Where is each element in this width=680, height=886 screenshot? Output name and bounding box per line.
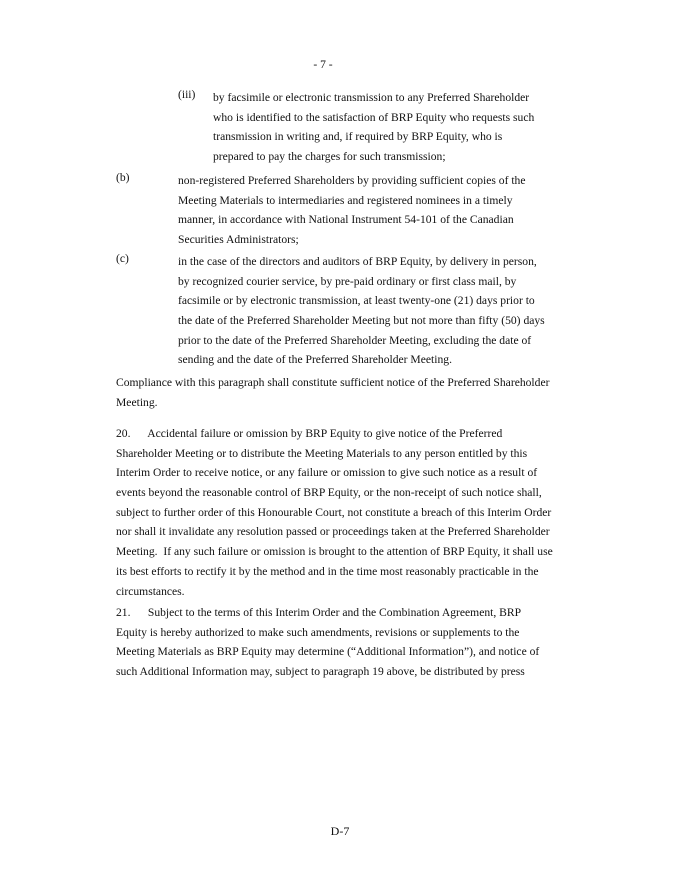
list-label-b: (b): [116, 171, 130, 184]
text-line: by recognized courier service, by pre-paid ordinary or first class mail, by: [178, 274, 517, 288]
text-line: in the case of the directors and auditors of BRP Equity, by delivery in person,: [178, 255, 537, 268]
text-line: who is identified to the satisfaction of BRP Equity who requests such: [213, 110, 535, 124]
text-line: transmission in writing and, if required by BRP Equity, who is: [213, 130, 503, 144]
text-line: Meeting. If any such failure or omission is brought to the attention of BRP Equity, it shall use: [116, 545, 553, 559]
list-text-b: [178, 171, 526, 250]
text-line: facsimile or by electronic transmission, at least twenty-one (21) days prior to: [178, 294, 535, 308]
text-line: Shareholder Meeting or to distribute the Meeting Materials to any person entitled by this: [116, 446, 528, 460]
text-line: Meeting.: [116, 395, 158, 409]
list-text-iii: [213, 88, 534, 167]
paragraph-20: [116, 424, 553, 601]
text-line: prepared to pay the charges for such transmission;: [213, 150, 446, 164]
list-label-c: (c): [116, 252, 129, 265]
text-line: prior to the date of the Preferred Shareholder Meeting, excluding the date of: [178, 333, 532, 347]
text-line: Securities Administrators;: [178, 233, 299, 247]
text-line: Meeting Materials as BRP Equity may determine (“Additional Information”), and notice of: [116, 645, 540, 659]
list-text-c: [178, 252, 545, 370]
text-line: Compliance with this paragraph shall constitute sufficient notice of the Preferred Shareholder: [116, 376, 550, 389]
footer-page-label: D-7: [330, 824, 350, 838]
list-label-iii: (iii): [178, 88, 196, 101]
text-line: Interim Order to receive notice, or any failure or omission to give such notice as a result of: [116, 466, 538, 480]
text-line: manner, in accordance with National Instrument 54-101 of the Canadian: [178, 213, 514, 227]
text-line: Equity is hereby authorized to make such amendments, revisions or supplements to the: [116, 625, 520, 639]
page-number: - 7 -: [313, 58, 333, 71]
text-line: sending and the date of the Preferred Shareholder Meeting.: [178, 353, 452, 367]
text-line: Meeting Materials to intermediaries and registered nominees in a timely: [178, 193, 513, 207]
text-line: non-registered Preferred Shareholders by providing sufficient copies of the: [178, 174, 526, 187]
text-line: circumstances.: [116, 584, 185, 598]
text-line: 20. Accidental failure or omission by BRP Equity to give notice of the Preferred: [116, 427, 503, 440]
text-line: 21. Subject to the terms of this Interim Order and the Combination Agreement, BRP: [116, 606, 522, 619]
text-line: the date of the Preferred Shareholder Meeting but not more than fifty (50) days: [178, 314, 545, 328]
compliance-paragraph: [116, 373, 549, 412]
text-line: such Additional Information may, subject to paragraph 19 above, be distributed by press: [116, 665, 525, 679]
text-line: by facsimile or electronic transmission to any Preferred Shareholder: [213, 91, 530, 104]
text-line: events beyond the reasonable control of BRP Equity, or the non-receipt of such notice shall,: [116, 486, 542, 500]
paragraph-21: [116, 603, 539, 682]
text-line: its best efforts to rectify it by the method and in the time most reasonably practicable in the: [116, 564, 539, 578]
text-line: nor shall it invalidate any resolution passed or proceedings taken at the Preferred Shareholder: [116, 525, 550, 539]
text-line: subject to further order of this Honourable Court, not constitute a breach of this Interim Order: [116, 505, 552, 519]
